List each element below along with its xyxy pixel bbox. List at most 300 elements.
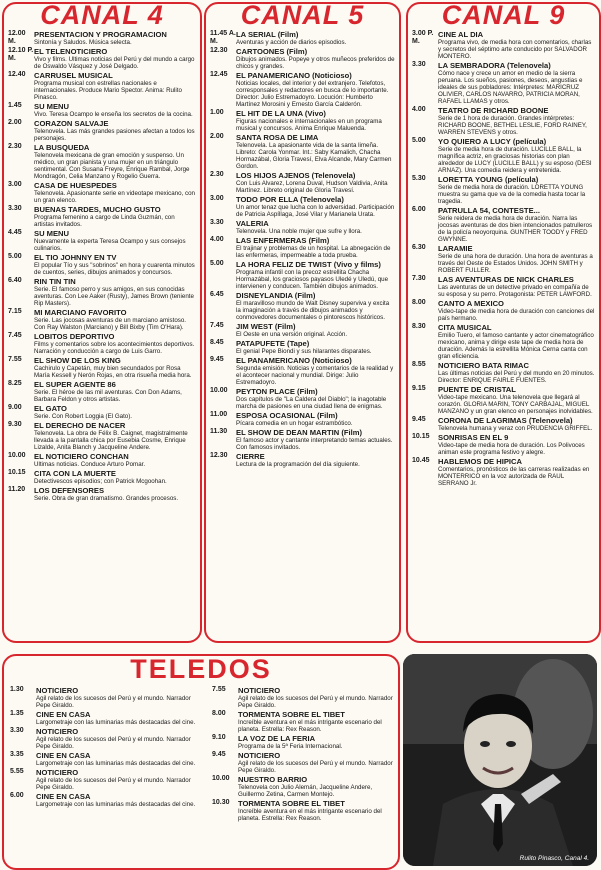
program-description: Telenovela. La apasionante vida de la santa limeña. Libreto: Carola Yonmar. Int.: Saby Kamalich, Chacha Hormazábal, Gloria Travesí, Elva Alcande, Mary Carmen Gordon. — [236, 142, 392, 170]
program-description: Telenovela con Julio Alemán, Jacqueline Andere, Guillermo Zetina, Carmen Montejo. — [238, 784, 373, 798]
program-description: Telenovela. Apasionante serie en videotape mexicano, con un gran elenco. — [34, 190, 195, 204]
program-time: 9.45 — [412, 416, 426, 423]
teledos-panel — [2, 654, 400, 870]
program-body — [34, 469, 196, 485]
program-body — [34, 277, 196, 307]
program-time: 7.55 — [8, 356, 22, 363]
program-entry — [8, 143, 196, 180]
program-title: LORETTA YOUNG (película) — [438, 175, 539, 184]
program-title: NUESTRO BARRIO — [238, 775, 308, 784]
program-time: 3.00 — [210, 195, 224, 202]
program-time: 3.30 — [10, 727, 24, 734]
program-time: 1.35 — [10, 710, 24, 717]
program-body — [34, 119, 196, 142]
program-entry — [412, 416, 595, 432]
program-time: 10.45 — [412, 457, 430, 464]
program-time: 2.30 — [8, 143, 22, 150]
program-time: 6.45 — [210, 291, 224, 298]
program-description: Serie de 1 hora de duración. Grandes intérpretes: RICHARD BOONE, BETHEL LESLIE, FORD RAINEY, WARREN STEVENS y otros. — [438, 115, 587, 136]
program-time: 4.00 — [412, 106, 426, 113]
program-description: El genial Pepe Biondi y sus hilarantes disparates. — [236, 348, 372, 355]
program-time: 2.00 — [210, 133, 224, 140]
canal9-title: CANAL 9 — [441, 2, 566, 30]
program-description: Detectivescos episodios; con Patrick Mcgoohan. — [34, 478, 167, 485]
program-entry — [412, 137, 595, 174]
program-title: TORMENTA SOBRE EL TIBET — [238, 710, 345, 719]
program-entry — [8, 229, 196, 252]
program-description: Serie. Las jocosas aventuras de un marciano amistoso. Con Ray Walston (Marciano) y Bill Bixby (Tim O'Hara). — [34, 317, 187, 331]
program-title: EL SUPER AGENTE 86 — [34, 380, 116, 389]
photo-caption: Rulito Pinasco, Canal 4. — [519, 855, 589, 862]
program-time: 12.40 — [8, 71, 26, 78]
program-time: 3.30 — [210, 219, 224, 226]
program-title: LAS ENFERMERAS (Film) — [236, 236, 330, 245]
program-title: TORMENTA SOBRE EL TIBET — [238, 799, 345, 808]
program-title: TODO POR ELLA (Telenovela) — [236, 195, 344, 204]
program-body — [34, 47, 196, 70]
program-entry — [10, 686, 196, 709]
program-description: Largometraje con las luminarias más destacadas del cine. — [36, 760, 196, 767]
program-body — [438, 361, 595, 384]
teledos-right-list — [212, 686, 394, 823]
program-body — [238, 799, 394, 822]
program-body — [236, 236, 395, 259]
program-description: Serie. El héroe de las mil aventuras. Con Don Adams, Barbara Feldon y otros artistas. — [34, 389, 182, 403]
program-description: Programa infantil con la precoz estrellita Chacha Hormazábal, los graciosos payasos Uledé y Uledú, que intervienen y conducen. También dibujos animados. — [236, 269, 389, 290]
program-time: 10.00 — [8, 452, 26, 459]
program-description: El Oeste en una versión original. Acción. — [236, 331, 348, 338]
program-entry — [8, 356, 196, 379]
program-description: Telenovela humana y veraz con PRUDENCIA GRIFFEL. — [438, 425, 593, 432]
program-time: 10.00 — [212, 775, 230, 782]
program-description: Films y comentarios sobre los acontecimientos deportivos. Narración y conducción a cargo de Luis Garro. — [34, 341, 195, 355]
program-description: Cómo nace y crece un amor en medio de la sierra peruana. Los sueños, pasiones, deseos, angustias e ideales de sus pobladores: Intérpretes: MARICRUZ OLIVIER, CARLOS NAVARRO, PATRICIA MORAN, RAFAEL LLAMAS y otros. — [438, 70, 583, 105]
program-entry — [210, 428, 395, 451]
program-description: Ultimas noticias. Conduce Arturo Pomar. — [34, 461, 146, 468]
program-description: Dibujos animados. Popeye y otros muñecos preferidos de chicos y grandes. — [236, 56, 395, 70]
program-title: CARTOONES (Film) — [236, 47, 308, 56]
program-body — [34, 143, 196, 180]
program-entry — [412, 385, 595, 415]
program-time: 4.45 — [8, 229, 22, 236]
program-description: Serie reidera de media hora de duración. Narra las jocosas aventuras de dos bien intencionados patrulleros de la policía neoyorquina. GUNTHER TOODY y FRED GWYNNE. — [438, 215, 593, 243]
program-body — [238, 710, 394, 733]
program-time: 12.00 M. — [8, 30, 26, 45]
program-entry — [412, 61, 595, 105]
program-body — [36, 710, 196, 726]
program-body — [36, 686, 196, 709]
program-title: CASA DE HUESPEDES — [34, 181, 117, 190]
program-time: 9.45 — [210, 356, 224, 363]
program-description: Largometraje con las luminarias más destacadas del cine. — [36, 719, 196, 726]
program-title: EL SHOW DE LOS KING — [34, 356, 121, 365]
program-title: VALERIA — [236, 219, 269, 228]
program-time: 2.30 — [210, 171, 224, 178]
program-title: LARAMIE — [438, 244, 473, 253]
canal4-panel — [2, 2, 202, 643]
program-description: Vivo y films. Ultimas noticias del Perú y del mundo a cargo de Oswaldo Vásquez y José Delgado. — [34, 56, 195, 70]
program-entry — [212, 775, 394, 798]
program-entry — [212, 751, 394, 774]
program-description: Emilio Tuero, el famoso cantante y actor cinematográfico mexicano, anima y dirige este tape de media hora de duración. Además la estrellita Mónica Cerna canta con gran eficiencia. — [438, 332, 594, 360]
program-entry — [210, 339, 395, 355]
program-description: Las aventuras de un detective privado en compañía de su esposa y su perro. Protagonista: PETER LAWFORD. — [438, 284, 592, 298]
program-entry — [412, 323, 595, 360]
program-title: CINE EN CASA — [36, 751, 91, 760]
program-body — [438, 275, 595, 298]
program-entry — [10, 727, 196, 750]
program-title: DISNEYLANDIA (Film) — [236, 291, 316, 300]
program-description: Video-tape mexicano. Una telenovela que llegará al corazón. GLORIA MARIN, TONY CARBAJAL, MIGUEL MANZANO y un gran elenco en personajes inolvidables. — [438, 394, 593, 415]
program-title: MI MARCIANO FAVORITO — [34, 308, 127, 317]
program-description: Serie de una hora de duración. Una hora de aventuras a través del Oeste de Estados Unidos. JOHN SMITH y ROBERT FULLER. — [438, 253, 593, 274]
program-entry — [10, 792, 196, 808]
program-title: NOTICIERO — [36, 686, 79, 695]
program-description: Agil relato de los sucesos del Perú y el mundo. Narrador Pepe Giraldo. — [36, 777, 191, 791]
program-title: NOTICIERO — [238, 751, 281, 760]
program-time: 9.45 — [212, 751, 226, 758]
program-entry — [412, 433, 595, 456]
program-time: 11.20 — [8, 486, 26, 493]
program-entry — [412, 175, 595, 205]
program-title: SU MENU — [34, 229, 70, 238]
program-time: 3.00 P. M. — [412, 30, 434, 45]
program-time: 8.00 — [412, 299, 426, 306]
program-entry — [212, 710, 394, 733]
program-title: LOBITOS DEPORTIVO — [34, 332, 115, 341]
program-description: Serie. Con Robert Loggia (El Gato). — [34, 413, 133, 420]
program-time: 6.00 — [412, 206, 426, 213]
program-entry — [210, 452, 395, 468]
program-description: Segunda emisión. Noticias y comentarios de la realidad y el acontecer nacional y mundial. Dirige: Julio Estremadoyro. — [236, 365, 394, 386]
program-time: 12.30 — [210, 452, 228, 459]
program-body — [238, 751, 394, 774]
program-body — [238, 775, 394, 798]
program-title: LA SEMBRADORA (Telenovela) — [438, 61, 551, 70]
program-entry — [8, 253, 196, 276]
program-body — [438, 175, 595, 205]
program-body — [438, 299, 595, 322]
program-body — [438, 416, 595, 432]
program-body — [34, 452, 196, 468]
program-description: Las últimas noticias del Perú y del mundo en 20 minutos. Director: ENRIQUE FAIRLE FUENTES. — [438, 370, 595, 384]
program-entry — [412, 206, 595, 243]
program-description: Programa vivo, de media hora con comentarios, charlas y secretos del séptimo arte conducido por SALVADOR MONTERO. — [438, 39, 592, 60]
program-title: HABLEMOS DE HIPICA — [438, 457, 522, 466]
program-time: 1.30 — [10, 686, 24, 693]
program-entry — [210, 260, 395, 290]
program-entry — [212, 734, 394, 750]
program-description: Serie. Obra de gran dramatismo. Grandes procesos. — [34, 495, 179, 502]
program-description: Un amor tenaz que lucha con lo adversidad. Participación de Patricia Aspíllaga, José Vilar y Marianela Urata. — [236, 204, 395, 218]
program-title: EL PANAMERICANO (Noticioso) — [236, 356, 352, 365]
program-title: CITA MUSICAL — [438, 323, 492, 332]
program-title: RIN TIN TIN — [34, 277, 76, 286]
program-time: 5.00 — [412, 137, 426, 144]
program-entry — [210, 291, 395, 321]
program-body — [236, 109, 395, 132]
program-title: SU MENU — [34, 102, 70, 111]
program-entry — [210, 109, 395, 132]
program-time: 7.15 — [8, 308, 22, 315]
program-entry — [210, 195, 395, 218]
program-body — [34, 71, 196, 101]
program-entry — [210, 171, 395, 194]
program-title: CINE EN CASA — [36, 792, 91, 801]
program-description: Sintonía y Saludos. Música selecta. — [34, 39, 132, 46]
program-time: 4.00 — [210, 236, 224, 243]
program-time: 10.30 — [212, 799, 230, 806]
program-title: EL TIO JOHNNY EN TV — [34, 253, 117, 262]
program-description: Con Luis Alvarez, Lorena Duval, Hudson Valdivia, Anita Martínez. Libreto original de Gloria Travesí. — [236, 180, 388, 194]
program-entry — [10, 768, 196, 791]
canal9-panel — [406, 2, 601, 643]
program-time: 3.30 — [8, 205, 22, 212]
program-title: SONRISAS EN EL 9 — [438, 433, 509, 442]
program-body — [34, 380, 196, 403]
program-time: 5.00 — [8, 253, 22, 260]
program-body — [236, 260, 395, 290]
canal9-list — [412, 30, 595, 488]
program-time: 6.40 — [8, 277, 22, 284]
program-title: PATAPUFETE (Tape) — [236, 339, 310, 348]
program-time: 8.30 — [412, 323, 426, 330]
program-entry — [412, 361, 595, 384]
program-title: JIM WEST (Film) — [236, 322, 296, 331]
program-entry — [412, 244, 595, 274]
program-time: 12.45 — [210, 71, 228, 78]
program-title: CINE AL DIA — [438, 30, 484, 39]
program-time: 7.30 — [412, 275, 426, 282]
program-body — [34, 421, 196, 451]
program-description: Serie. El famoso perro y sus amigos, en sus conocidas aventuras. Con Lee Aaker (Rusty), James Brown (teniente Rip Masters). — [34, 286, 194, 307]
program-title: LAS AVENTURAS DE NICK CHARLES — [438, 275, 574, 284]
program-body — [36, 727, 196, 750]
program-title: BUENAS TARDES, MUCHO GUSTO — [34, 205, 161, 214]
program-body — [438, 385, 595, 415]
program-body — [36, 768, 196, 791]
program-entry — [10, 710, 196, 726]
program-description: Agil relato de los sucesos del Perú y el mundo. Narrador Pepe Giraldo. — [36, 695, 191, 709]
program-body — [236, 71, 395, 108]
canal5-panel — [204, 2, 401, 643]
program-description: Pícara comedia en un hogar estrambótico. — [236, 420, 353, 427]
program-time: 6.30 — [412, 244, 426, 251]
program-description: Increíble aventura en el más intrigante escenario del planeta. Estrella: Rex Reason. — [238, 719, 382, 733]
program-title: CINE EN CASA — [36, 710, 91, 719]
program-title: TEATRO DE RICHARD BOONE — [438, 106, 549, 115]
program-body — [34, 30, 196, 46]
program-entry — [8, 181, 196, 204]
program-body — [236, 47, 395, 70]
program-body — [34, 332, 196, 355]
program-title: NOTICIERO — [36, 727, 79, 736]
program-body — [236, 387, 395, 410]
teledos-title: TELEDOS — [130, 654, 272, 684]
program-description: Telenovela. Una noble mujer que sufre y llora. — [236, 228, 362, 235]
program-description: Agil relato de los sucesos del Perú y el mundo. Narrador Pepe Giraldo. — [238, 760, 393, 774]
program-entry — [8, 421, 196, 451]
program-body — [438, 30, 595, 60]
program-time: 2.00 — [8, 119, 22, 126]
program-description: Agil relato de los sucesos del Perú y el mundo. Narrador Pepe Giraldo. — [36, 736, 191, 750]
program-body — [236, 452, 395, 468]
program-time: 7.45 — [210, 322, 224, 329]
program-entry — [8, 469, 196, 485]
program-description: Vivo. Teresa Ocampo le enseña los secretos de la cocina. — [34, 111, 193, 118]
program-body — [34, 253, 196, 276]
program-body — [236, 195, 395, 218]
program-time: 1.00 — [210, 109, 224, 116]
program-time: 9.00 — [8, 404, 22, 411]
program-body — [34, 181, 196, 204]
program-time: 11.30 — [210, 428, 228, 435]
program-description: Serie de media hora de duración. LUCILLE BALL, la magnífica actriz, en graciosas historias con plan alrededor de LUCY (LUCILLE BALL) y su esposo (DESI ARNAZ). Una comedia reidera y entretenida. — [438, 146, 592, 174]
program-body — [34, 486, 196, 502]
program-description: Programa de la 5ª Feria Internacional. — [238, 743, 343, 750]
program-body — [438, 106, 595, 136]
program-title: CORONA DE LAGRIMAS (Telenovela) — [438, 416, 573, 425]
program-entry — [212, 799, 394, 822]
program-description: El maravilloso mundo de Walt Disney superviva y excita la imaginación a través de dibujos animados y conmovedores documentales o pintorescos históricos. — [236, 300, 390, 321]
program-body — [236, 339, 395, 355]
program-time: 8.25 — [8, 380, 22, 387]
program-description: Largometraje con las luminarias más destacadas del cine. — [36, 801, 196, 808]
program-title: LA HORA FELIZ DE TWIST (Vivo y films) — [236, 260, 381, 269]
program-body — [236, 30, 395, 46]
program-body — [236, 428, 395, 451]
program-entry — [10, 751, 196, 767]
program-entry — [210, 356, 395, 386]
program-title: SANTA ROSA DE LIMA — [236, 133, 319, 142]
program-entry — [212, 686, 394, 709]
program-description: Aventuras y acción de diarios episodios. — [236, 39, 347, 46]
program-body — [438, 244, 595, 274]
program-entry — [412, 30, 595, 60]
program-time: 12.10 P. M. — [8, 47, 34, 62]
program-description: Programa femenino a cargo de Linda Guzmán, con artistas invitados. — [34, 214, 175, 228]
program-body — [34, 356, 196, 379]
program-entry — [8, 452, 196, 468]
program-entry — [8, 71, 196, 101]
program-entry — [8, 277, 196, 307]
program-body — [438, 137, 595, 174]
program-time: 9.15 — [412, 385, 426, 392]
program-title: EL GATO — [34, 404, 67, 413]
program-entry — [8, 308, 196, 331]
program-body — [36, 751, 196, 767]
program-time: 7.45 — [8, 332, 22, 339]
program-body — [238, 734, 394, 750]
program-title: EL PANAMERICANO (Noticioso) — [236, 71, 352, 80]
program-entry — [8, 332, 196, 355]
program-entry — [210, 133, 395, 170]
program-time: 8.55 — [412, 361, 426, 368]
program-body — [236, 219, 395, 235]
program-entry — [412, 457, 595, 487]
program-entry — [210, 387, 395, 410]
program-body — [438, 61, 595, 105]
program-title: NOTICIERO — [238, 686, 281, 695]
program-body — [34, 308, 196, 331]
program-title: PRESENTACION Y PROGRAMACION — [34, 30, 167, 39]
program-title: CORAZON SALVAJE — [34, 119, 109, 128]
program-description: Telenovela mexicana de gran emoción y suspenso. Un médico, un gran pianista y una mujer en un triángulo sentimental. Con Susana Freyre, Enrique Rambal, Jorge Mondragón, Celia Manzano y Rogelio Guerra. — [34, 152, 190, 180]
program-description: El popular Tío y sus "sobrinos" en hora y cuarenta minutos de cuentos, series, dibujos animados y concursos. — [34, 262, 195, 276]
canal5-title: CANAL 5 — [240, 2, 365, 30]
program-description: Video-tape de media hora de duración. Los Polivoces animan este programa festivo y alegre. — [438, 442, 585, 456]
program-time: 6.00 — [10, 792, 24, 799]
program-time: 9.30 — [8, 421, 22, 428]
program-time: 3.00 — [8, 181, 22, 188]
program-body — [34, 404, 196, 420]
program-description: Figuras nacionales e internacionales en un programa musical y concursos. Anima Enrique Maluenda. — [236, 118, 382, 132]
program-title: LOS DEFENSORES — [34, 486, 105, 495]
program-body — [236, 133, 395, 170]
canal4-title: CANAL 4 — [40, 2, 164, 30]
program-time: 8.45 — [210, 339, 224, 346]
program-time: 12.30 — [210, 47, 228, 54]
host-photo — [403, 654, 597, 866]
program-time: 3.35 — [10, 751, 24, 758]
program-title: NOTICIERO — [36, 768, 79, 777]
program-description: Dos capítulos de "La Caldera del Diablo"; la inagotable marcha de pasiones en una ciudad llena de enigmas. — [236, 396, 387, 410]
program-time: 5.55 — [10, 768, 24, 775]
program-body — [438, 323, 595, 360]
program-body — [34, 102, 196, 118]
program-description: Telenovela. La obra de Félix B. Caignet, magistralmente llevada a la pantalla chica por Eusebia Cosme, Enrique Lizalde, Anita Blanch y Jacqueline Andere. — [34, 430, 188, 451]
program-entry — [210, 47, 395, 70]
program-title: ESPOSA OCASIONAL (Film) — [236, 411, 338, 420]
program-body — [236, 411, 395, 427]
program-title: EL DERECHO DE NACER — [34, 421, 126, 430]
program-time: 5.00 — [210, 260, 224, 267]
program-entry — [412, 275, 595, 298]
program-time: 11.00 — [210, 411, 228, 418]
program-time: 11.45 A. M. — [210, 30, 236, 45]
program-title: LA SERIAL (Film) — [236, 30, 299, 39]
program-entry — [8, 47, 196, 70]
program-body — [236, 171, 395, 194]
program-entry — [210, 411, 395, 427]
program-entry — [8, 119, 196, 142]
program-body — [236, 291, 395, 321]
program-time: 10.15 — [412, 433, 430, 440]
program-time: 10.15 — [8, 469, 26, 476]
program-entry — [8, 380, 196, 403]
program-body — [438, 457, 595, 487]
canal4-list — [8, 30, 196, 503]
canal5-list — [210, 30, 395, 469]
program-description: Video-tape de media hora de duración con canciones del país hermano. — [438, 308, 595, 322]
host-portrait-image — [403, 654, 597, 866]
program-description: Increíble aventura en el más intrigante escenario del planeta. Estrella: Rex Reason. — [238, 808, 382, 822]
program-entry — [8, 486, 196, 502]
program-body — [438, 206, 595, 243]
program-title: PATRULLA 54, CONTESTE... — [438, 206, 540, 215]
program-body — [236, 322, 395, 338]
program-description: Comentarios, pronósticos de las carreras realizadas en MONTERRICO en la voz autorizada de RAUL SERRANO Jr. — [438, 466, 590, 487]
program-description: Agil relato de los sucesos del Perú y el mundo. Narrador Pepe Giraldo. — [238, 695, 393, 709]
program-title: PEYTON PLACE (Film) — [236, 387, 318, 396]
program-description: Lectura de la programación del día siguiente. — [236, 461, 360, 468]
program-title: CARRUSEL MUSICAL — [34, 71, 113, 80]
program-body — [34, 205, 196, 228]
program-entry — [210, 236, 395, 259]
program-entry — [210, 30, 395, 46]
program-description: Noticias locales, del interior y del extranjero. Telefotos, corresponsales y redactores en busca de lo importante. Director: Julio Estremadoyro. Locución: Humberto Martínez Morosini y Ernesto García Calderón. — [236, 80, 389, 108]
program-time: 1.45 — [8, 102, 22, 109]
